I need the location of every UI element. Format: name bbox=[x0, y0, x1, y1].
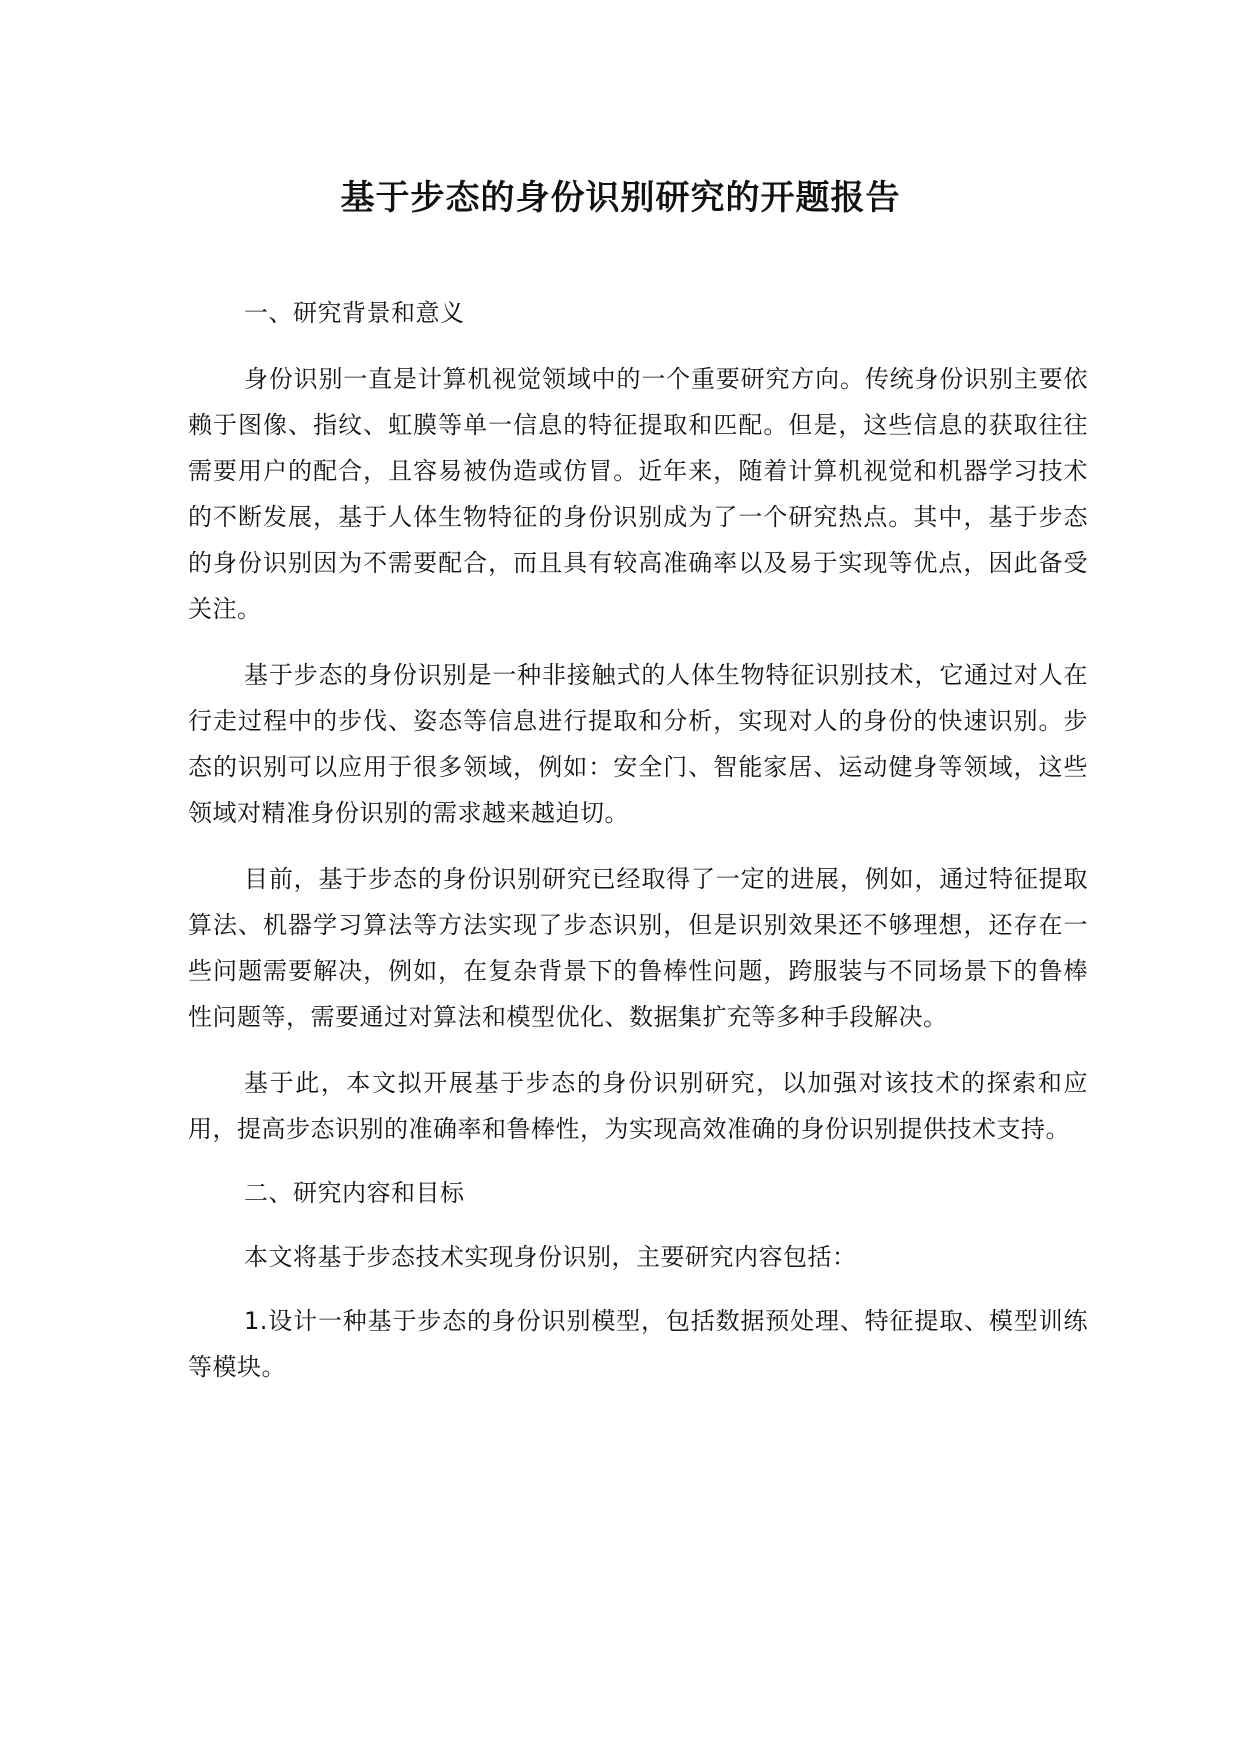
section-heading: 二、研究内容和目标 bbox=[244, 1179, 465, 1207]
paragraph: 基于此，本文拟开展基于步态的身份识别研究，以加强对该技术的探索和应用，提高步态识别的准确率和鲁棒性，为实现高效准确的身份识别提供技术支持。 bbox=[188, 1069, 1088, 1143]
paragraph: 基于步态的身份识别是一种非接触式的人体生物特征识别技术，它通过对人在行走过程中的步伐、姿态等信息进行提取和分析，实现对人的身份的快速识别。步态的识别可以应用于很多领域，例如：安全门、智能家居、运动健身等领域，这些领域对精准身份识别的需求越来越迫切。 bbox=[188, 661, 1088, 827]
paragraph: 身份识别一直是计算机视觉领域中的一个重要研究方向。传统身份识别主要依赖于图像、指纹、虹膜等单一信息的特征提取和匹配。但是，这些信息的获取往往需要用户的配合，且容易被伪造或仿冒。近年来，随着计算机视觉和机器学习技术的不断发展，基于人体生物特征的身份识别成为了一个研究热点。其中，基于步态的身份识别因为不需要配合，而且具有较高准确率以及易于实现等优点，因此备受关注。 bbox=[188, 365, 1088, 623]
document-title: 基于步态的身份识别研究的开题报告 bbox=[340, 178, 901, 218]
document-body bbox=[188, 290, 1088, 1390]
paragraph: 本文将基于步态技术实现身份识别，主要研究内容包括： bbox=[244, 1243, 857, 1271]
paragraph: 1.设计一种基于步态的身份识别模型，包括数据预处理、特征提取、模型训练等模块。 bbox=[188, 1307, 1088, 1381]
paragraph: 目前，基于步态的身份识别研究已经取得了一定的进展，例如，通过特征提取算法、机器学习算法等方法实现了步态识别，但是识别效果还不够理想，还存在一些问题需要解决，例如，在复杂背景下的鲁棒性问题，跨服装与不同场景下的鲁棒性问题等，需要通过对算法和模型优化、数据集扩充等多种手段解决。 bbox=[188, 865, 1088, 1031]
section-content-goals bbox=[188, 1170, 1088, 1390]
section-background bbox=[188, 290, 1088, 1152]
section-heading: 一、研究背景和意义 bbox=[244, 299, 465, 327]
